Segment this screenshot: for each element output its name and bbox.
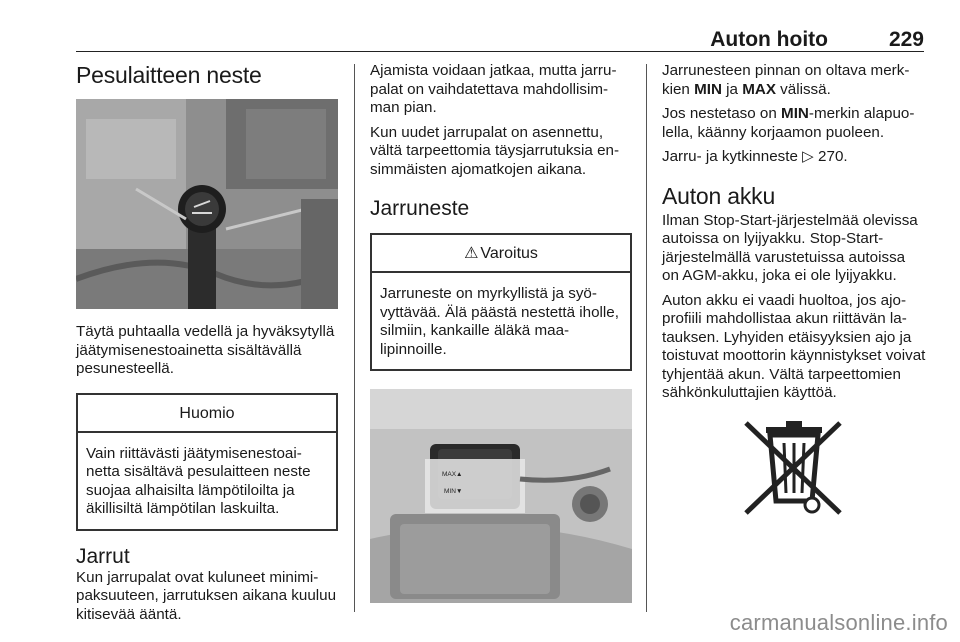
section-title-washer-fluid: Pesulaitteen neste: [76, 62, 262, 88]
fluid-level-text: Jarrunesteen pinnan on oltava merkkien MIN ja MAX välissä.: [662, 62, 910, 98]
column-divider: [646, 64, 647, 612]
max-mark-label: MAX: [442, 471, 457, 478]
warning-title: Varoitus: [480, 245, 538, 262]
min-mark-label: MIN: [444, 488, 456, 495]
brake-pads-text: Ajamista voidaan jatkaa, mutta jarrupalat on vaihdatettava mahdollisimman pian.: [370, 62, 617, 116]
washer-fluid-text: Täytä puhtaalla vedellä ja hyväksytyllä jäätymisenestoainetta sisältävällä pesunesteellä.: [76, 323, 335, 377]
page-header: [76, 26, 924, 52]
washer-fluid-photo: [76, 99, 338, 309]
warning-box: [370, 233, 632, 371]
page-reference-arrow-icon: ▷: [802, 148, 814, 165]
crossed-out-bin-icon: [740, 417, 848, 519]
column-3: [662, 62, 926, 519]
battery-maintenance-text: Auton akku ei vaadi huoltoa, jos ajoprofiili mahdollistaa akun riittävän latauksen. Lyhyiden etäisyyksien ajo ja toistuvat moottorin käynnistykset voivat tyhjentää akun. Vältä tarpeettomien sähkönkuluttajien käyttöä.: [662, 291, 926, 401]
battery-type-text: Ilman Stop-Start-järjestelmää olevissa autoissa on lyijyakku. Stop-Start-järjestelmällä varustetuissa autoissa on AGM-akku, joka ei ole lyijyakku.: [662, 211, 918, 284]
note-title: Huomio: [78, 395, 336, 433]
section-title-brake-fluid: Jarruneste: [370, 197, 470, 220]
max-mark-ref: MAX: [742, 80, 776, 98]
svg-text:▼: ▼: [456, 488, 463, 495]
page-reference-link[interactable]: 270.: [818, 148, 848, 165]
brake-fluid-reservoir-photo: [370, 389, 632, 603]
note-box: [76, 393, 338, 531]
note-body: Vain riittävästi jäätymisenestoainetta sisältävä pesulaitteen neste suojaa alhaisilta lämpötiloilta ja äkillisiltä lämpötilan laskuilta.: [86, 444, 311, 517]
svg-text:▲: ▲: [456, 471, 463, 478]
watermark: carmanualsonline.info: [729, 610, 948, 635]
column-1: [76, 62, 338, 630]
new-brake-pads-text: Kun uudet jarrupalat on asennettu, vältä tarpeettomia täysjarrutuksia ensimmäisten ajomatkojen aikana.: [370, 123, 620, 178]
min-mark-ref: MIN: [781, 105, 809, 122]
warning-triangle-icon: ⚠: [464, 245, 479, 262]
low-fluid-text: Jos nestetaso on MIN-merkin alapuolella, käänny korjaamon puoleen.: [662, 105, 915, 141]
page-number: 229: [888, 28, 924, 51]
warning-header: [372, 235, 630, 273]
brakes-text: Kun jarrupalat ovat kuluneet minimipaksuuteen, jarrutuksen aikana kuuluu kitisevää ääntä.: [76, 568, 337, 623]
section-title-battery: Auton akku: [662, 182, 776, 209]
column-divider: [354, 64, 355, 612]
warning-body: Jarruneste on myrkyllistä ja syövyttävää. Älä päästä nestettä iholle, silmiin, kankaille äläkä maalipinnoille.: [380, 285, 619, 358]
section-title-brakes: Jarrut: [76, 544, 130, 568]
column-2: [370, 62, 632, 603]
min-mark-ref: MIN: [694, 80, 722, 98]
header-section-title: Auton hoito: [710, 28, 828, 51]
fluid-reference-text: Jarru- ja kytkinneste ▷ 270.: [662, 148, 848, 165]
